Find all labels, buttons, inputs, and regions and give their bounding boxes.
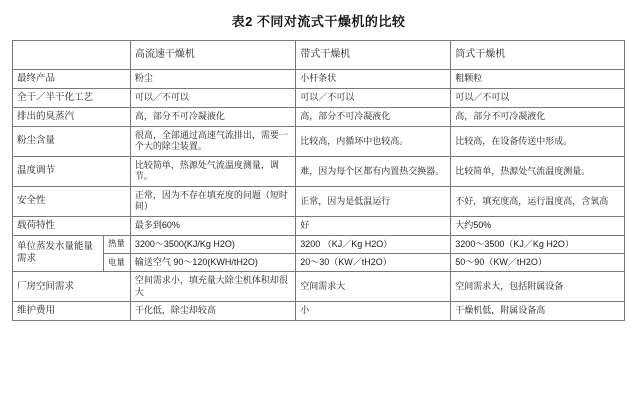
cell-high-velocity: 3200～3500(KJ/Kg H2O) [130,235,295,253]
table-row [13,272,625,302]
cell-belt: 难，因为每个区都有内置热交换器。 [296,156,451,186]
cell-high-velocity: 输送空气 90～120(KWH/tH2O) [130,253,295,271]
table-row [13,216,625,235]
row-label: 排出的臭蒸汽 [13,107,131,126]
cell-drum: 粗颗粒 [451,70,625,89]
comparison-table [12,40,625,321]
row-label: 安全性 [13,186,131,216]
row-label: 最终产品 [13,70,131,89]
cell-belt: 正常，因为是低温运行 [296,186,451,216]
cell-belt: 好 [296,216,451,235]
cell-belt: 小杆条状 [296,70,451,89]
cell-high-velocity: 高，部分不可冷凝液化 [130,107,295,126]
table-row [13,88,625,107]
cell-drum: 比较高，在设备传送中形成。 [451,126,625,156]
cell-drum: 不好，填充度高，运行温度高，含氧高 [451,186,625,216]
cell-high-velocity: 很高，全部通过高速气流排出，需要一个大的除尘装置。 [130,126,295,156]
cell-belt: 高，部分不可冷凝液化 [296,107,451,126]
cell-drum: 大约50% [451,216,625,235]
row-label: 维护费用 [13,302,131,321]
cell-drum: 空间需求大，包括附属设备 [451,272,625,302]
cell-belt: 空间需求大 [296,272,451,302]
table-row [13,235,625,253]
cell-belt: 可以／不可以 [296,88,451,107]
table-row [13,253,625,271]
table-row [13,156,625,186]
cell-high-velocity: 最多到60% [130,216,295,235]
table-header-row [13,41,625,70]
table-row [13,70,625,89]
header-cell-drum-dryer: 筒式干燥机 [451,41,625,70]
cell-belt: 20～30（KW／tH2O） [296,253,451,271]
cell-high-velocity: 粉尘 [130,70,295,89]
table-row [13,126,625,156]
cell-drum: 比较简单，热源处气流温度测量。 [451,156,625,186]
cell-belt: 小 [296,302,451,321]
cell-drum: 50～90（KW／tH2O） [451,253,625,271]
cell-high-velocity: 正常，因为不存在填充度的问题（短时间） [130,186,295,216]
cell-high-velocity: 空间需求小，填充量大除尘机体积却很大 [130,272,295,302]
cell-high-velocity: 干化低，除尘却较高 [130,302,295,321]
header-cell-high-velocity-dryer: 高流速干燥机 [130,41,295,70]
row-label: 全干／半干化工艺 [13,88,131,107]
page-title: 表2 不同对流式干燥机的比较 [231,14,406,29]
row-sublabel-heat: 热量 [103,235,130,253]
cell-high-velocity: 可以／不可以 [130,88,295,107]
cell-high-velocity: 比较简单，热源处气流温度测量，调节。 [130,156,295,186]
table-row [13,186,625,216]
header-cell-belt-dryer: 带式干燥机 [296,41,451,70]
row-label-energy-demand: 单位蒸发水量能量需求 [13,235,104,272]
cell-drum: 干燥机低，附属设备高 [451,302,625,321]
cell-drum: 高，部分不可冷凝液化 [451,107,625,126]
cell-drum: 3200～3500（KJ／Kg H2O） [451,235,625,253]
cell-belt: 比较高，内循环中也较高。 [296,126,451,156]
cell-belt: 3200 （KJ／Kg H2O） [296,235,451,253]
table-header [13,41,625,70]
cell-drum: 可以／不可以 [451,88,625,107]
row-label: 粉尘含量 [13,126,131,156]
header-cell-blank [13,41,131,70]
row-sublabel-electricity: 电量 [103,253,130,271]
table-row [13,107,625,126]
row-label: 厂房空间需求 [13,272,131,302]
row-label: 载荷特性 [13,216,131,235]
row-label: 温度调节 [13,156,131,186]
table-body [13,70,625,321]
table-row [13,302,625,321]
